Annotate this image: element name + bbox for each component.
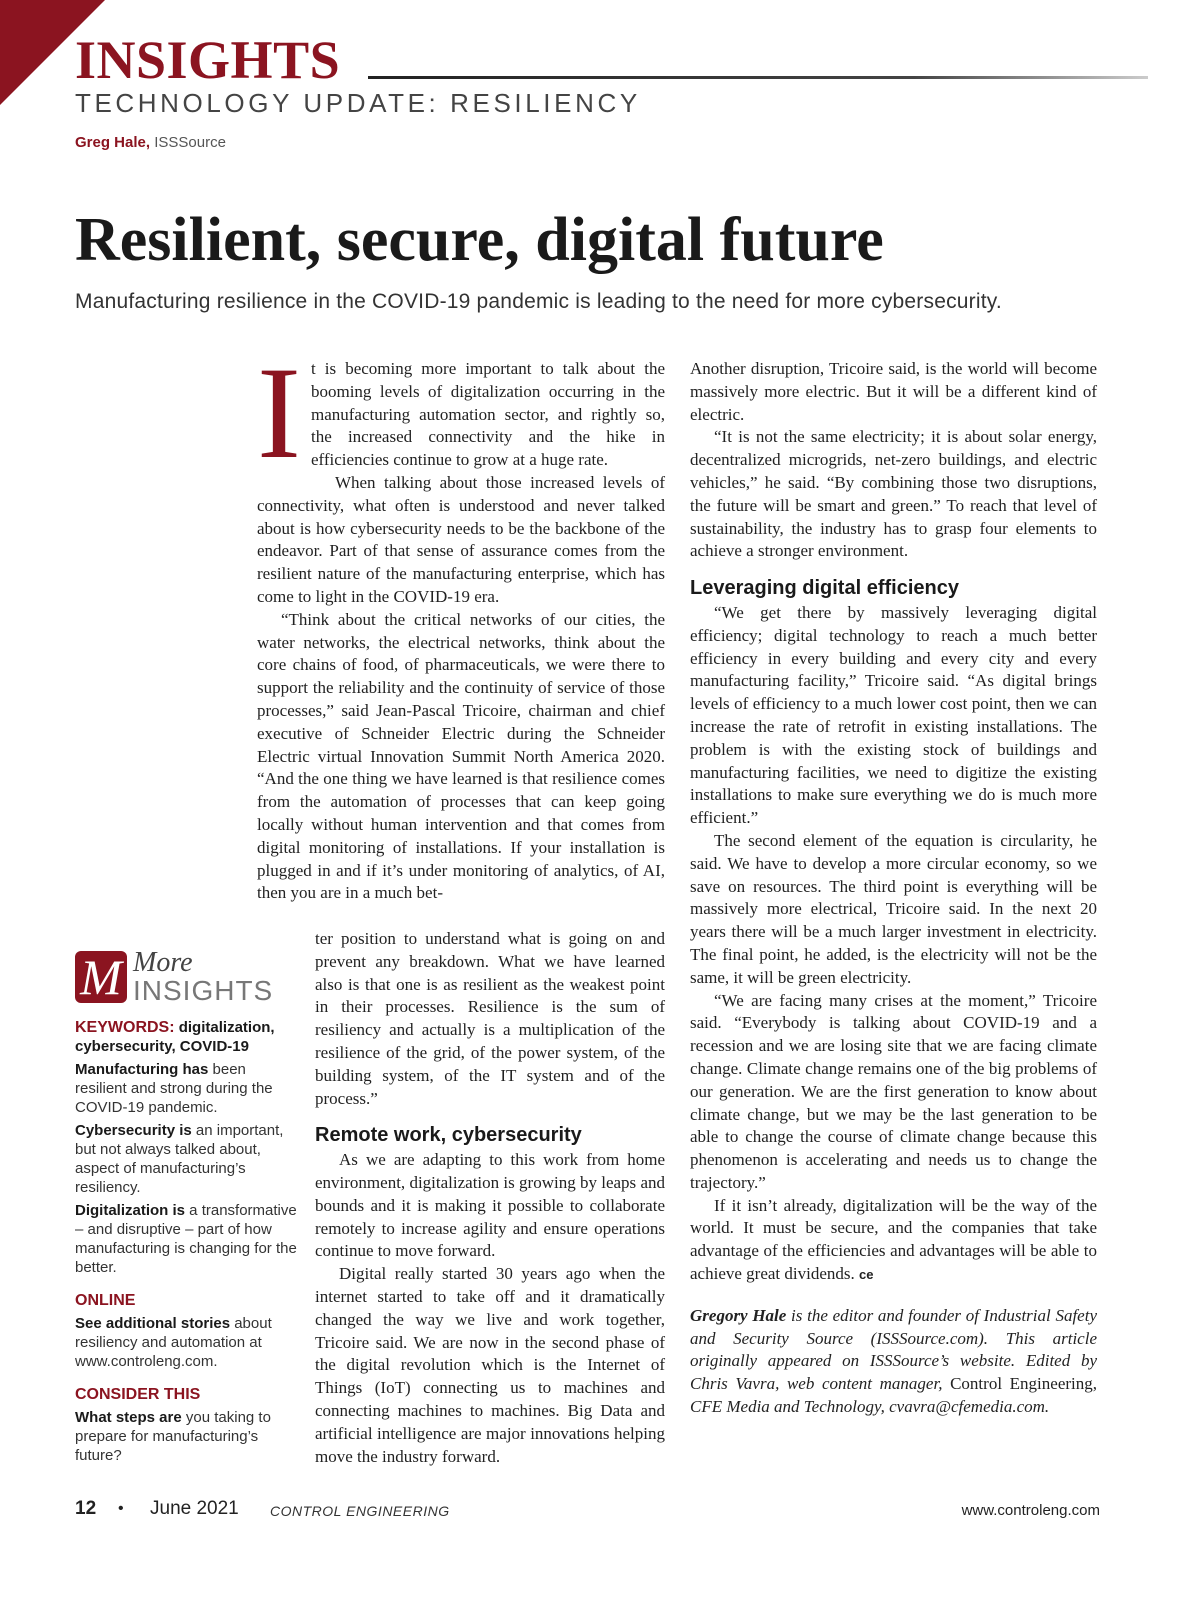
- online-lead: See additional stories: [75, 1315, 231, 1332]
- consider-rest: you taking to prepare for manufacturing’s future?: [75, 1409, 271, 1464]
- drop-cap: I: [257, 339, 301, 486]
- keypoint: [75, 1201, 300, 1277]
- article-column-2-lower: [315, 928, 665, 1468]
- paragraph: t is becoming more important to talk about the booming levels of digitalization occurring in the manufacturing automation sector, and rightly so, the increased connectivity and the hike in efficiencies continue to grow at a huge rate.: [310, 359, 665, 470]
- paragraph: ter position to understand what is going on and prevent any breakdown. What we have learned also is that one is as resilient as the weakest point in their processes. Resilience is the sum of resiliency and actually is a multiplication of the resilience of the grid, of the power system, of the building system, of the IT system and of the process.”: [315, 929, 665, 1108]
- more-insights-logo: [75, 946, 300, 1008]
- paragraph: “We are facing many crises at the moment,” Tricoire said. “Everybody is talking about COVID-19 and a recession and we are losing site that we are facing climate change. Climate change remains one of the big problems of our generation. We are the first generation to know about climate change, but we may be the last generation to be able to change the course of climate change because this phenomenon is accelerating and needs us to change the trajectory.”: [690, 990, 1097, 1192]
- paragraph: When talking about those increased levels of connectivity, what often is understood and never talked about is how cybersecurity needs to be the backbone of the endeavor. Part of that sense of assurance comes from the resilient nature of the manufacturing enterprise, which has come to light in the COVID-19 era.: [257, 472, 665, 606]
- section-title: INSIGHTS: [75, 30, 341, 90]
- paragraph: As we are adapting to this work from home environment, digitalization is growing by leaps and bounds and it is making it possible to collaborate remotely to increase agility and ensure operations continue to move forward.: [315, 1150, 665, 1261]
- online-text: [75, 1314, 300, 1371]
- online-label: ONLINE: [75, 1292, 136, 1309]
- end-mark: ce: [859, 1267, 874, 1283]
- bio-name: Gregory Hale: [690, 1305, 787, 1325]
- more-insights-sidebar: [75, 946, 300, 1469]
- article-column-2-upper: [257, 339, 665, 905]
- bio-text-end: CFE Media and Technology, cvavra@cfemedia.com.: [690, 1397, 1050, 1417]
- bio-magazine: Control Engineering,: [950, 1374, 1098, 1394]
- subhead-remote-work: Remote work, cybersecurity: [315, 1124, 582, 1147]
- paragraph: Another disruption, Tricoire said, is the world will become massively more electric. But it will be a different kind of electric.: [690, 359, 1097, 424]
- subhead-leveraging: Leveraging digital efficiency: [690, 577, 959, 600]
- header-rule: [368, 76, 1148, 79]
- section-subtitle: TECHNOLOGY UPDATE: RESILIENCY: [75, 88, 641, 118]
- keypoint: [75, 1060, 300, 1117]
- bio-text: is the editor and founder of Industrial Safety and Security Source (ISSSource.com). This article originally appeared on ISSSource’s website. Edited by Chris Vavra, web content manager,: [690, 1305, 1097, 1394]
- author-bio: [690, 1305, 1097, 1419]
- article-deck: Manufacturing resilience in the COVID-19 pandemic is leading to the need for more cybersecurity.: [75, 290, 1002, 313]
- online-rest: about resiliency and automation at www.controleng.com.: [75, 1315, 272, 1370]
- author-org: ISSSource: [154, 134, 226, 151]
- byline: [75, 134, 226, 151]
- keywords: [75, 1018, 300, 1056]
- article-headline: Resilient, secure, digital future: [75, 206, 884, 274]
- issue-date: June 2021: [150, 1498, 239, 1519]
- page-number: 12: [75, 1498, 97, 1519]
- article-column-3: [690, 358, 1097, 1419]
- keypoint-text: a transformative – and disruptive – part of how manufacturing is changing for the better.: [75, 1202, 297, 1276]
- keywords-label: KEYWORDS:: [75, 1019, 175, 1036]
- footer-url: www.controleng.com: [961, 1502, 1100, 1519]
- paragraph: Digital really started 30 years ago when the internet started to take off and it dramatically changed the way we live and work together, Tricoire said. We are now in the second phase of the digital revolution which is the Internet of Things (IoT) connecting us to machines and connecting machines to machines. Big Data and artificial intelligence are major innovations helping move the industry forward.: [315, 1264, 665, 1466]
- keypoint-lead: Manufacturing has: [75, 1061, 209, 1078]
- paragraph: “We get there by massively leveraging digital efficiency; digital technology to reach a much better efficiency in every building and every city and every manufacturing facility,” Tricoire said. “As digital brings levels of efficiency to a much lower cost point, then we can increase the rate of retrofit in existing installations. The problem is with the existing stock of buildings and manufacturing facilities, we need to digitize the existing installations to make sure everything we do is much more efficient.”: [690, 602, 1097, 828]
- magazine-name: CONTROL ENGINEERING: [270, 1503, 450, 1519]
- keypoint-text: been resilient and strong during the COVID-19 pandemic.: [75, 1061, 273, 1116]
- consider-label: CONSIDER THIS: [75, 1386, 201, 1403]
- keypoint: [75, 1121, 300, 1197]
- keypoint-lead: Digitalization is: [75, 1202, 186, 1219]
- paragraph: [690, 1195, 1097, 1287]
- footer-bullet: •: [118, 1500, 124, 1517]
- paragraph: “It is not the same electricity; it is about solar energy, decentralized microgrids, net-zero buildings, and electric vehicles,” he said. “By combining those two disruptions, the future will be smart and green.” To reach that level of sustainability, the industry has to grasp four elements to achieve a stronger environment.: [690, 427, 1097, 561]
- keypoint-text: an important, but not always talked about, aspect of manufacturing’s resiliency.: [75, 1122, 284, 1196]
- paragraph: “Think about the critical networks of our cities, the water networks, the electrical networks, think about the core chains of food, of pharmaceuticals, we were there to support the reliability and the continuity of service of those processes,” said Jean-Pascal Tricoire, chairman and chief executive of Schneider Electric during the Schneider Electric virtual Innovation Summit North America 2020. “And the one thing we have learned is that resilience comes from the automation of processes that can keep going locally without human intervention and that comes from digital monitoring of installations. If your installation is plugged in and if it’s under monitoring of analytics, of AI, then you are in a much bet-: [257, 609, 665, 903]
- author-name: Greg Hale,: [75, 134, 151, 151]
- logo-insights: INSIGHTS: [133, 975, 274, 1006]
- logo-more: More: [133, 947, 193, 978]
- consider-lead: What steps are: [75, 1409, 182, 1426]
- paragraph: The second element of the equation is circularity, he said. We have to develop a more circular economy, so we save on resources. The third point is everything will be massively more electrical, Tricoire said. In the next 20 years there will be a much larger investment in electricity. The final point, he added, is the electricity will not be the same, it will be green electricity.: [690, 830, 1097, 987]
- m-logo-icon: M: [75, 951, 127, 1003]
- keypoint-lead: Cybersecurity is: [75, 1122, 192, 1139]
- keywords-list: digitalization, cybersecurity, COVID-19: [75, 1019, 275, 1055]
- consider-text: [75, 1408, 300, 1465]
- paragraph-text: If it isn’t already, digitalization will be the way of the world. It must be secure, and the companies that take advantage of the efficiencies and advantages will be able to achieve great dividends.: [690, 1195, 1097, 1284]
